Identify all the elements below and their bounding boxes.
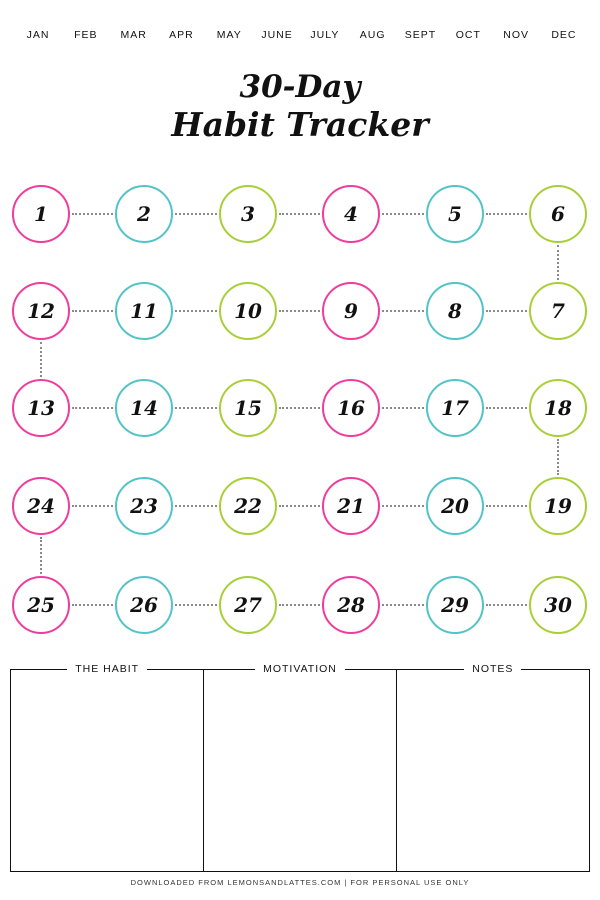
- connector-dots: [279, 213, 320, 215]
- day-number: 9: [344, 299, 358, 323]
- footer-credit: DOWNLOADED FROM LEMONSANDLATTES.COM | FOR PERSONAL USE ONLY: [130, 878, 470, 887]
- day-number: 20: [441, 494, 469, 518]
- month-feb[interactable]: FEB: [74, 29, 98, 41]
- habit-column-header: [11, 662, 203, 676]
- day-circle[interactable]: [322, 576, 380, 634]
- month-jan[interactable]: JAN: [26, 29, 50, 41]
- habit-column-label: THE HABIT: [75, 663, 140, 675]
- connector-dots: [382, 310, 424, 312]
- day-number: 30: [544, 593, 572, 617]
- day-number: 5: [448, 202, 462, 226]
- connector-dots: [72, 407, 113, 409]
- month-mar[interactable]: MAR: [120, 29, 147, 41]
- notes-column-header: [397, 662, 589, 676]
- day-number: 28: [337, 593, 365, 617]
- connector-dots: [279, 505, 320, 507]
- day-circle[interactable]: [219, 185, 277, 243]
- day-number: 1: [34, 202, 48, 226]
- motivation-column-header: [204, 662, 396, 676]
- month-aug[interactable]: AUG: [359, 29, 386, 41]
- day-circle[interactable]: [529, 379, 587, 437]
- day-circle[interactable]: [219, 379, 277, 437]
- day-number: 10: [234, 299, 262, 323]
- day-circle[interactable]: [115, 576, 173, 634]
- day-number: 11: [130, 299, 158, 323]
- day-number: 2: [137, 202, 151, 226]
- day-number: 19: [544, 494, 572, 518]
- notes-column-label: NOTES: [472, 663, 514, 675]
- connector-dots: [175, 505, 217, 507]
- day-circle[interactable]: [12, 282, 70, 340]
- day-number: 13: [27, 396, 55, 420]
- day-circle[interactable]: [322, 185, 380, 243]
- day-circle[interactable]: [426, 185, 484, 243]
- day-circle[interactable]: [12, 185, 70, 243]
- motivation-column-label: MOTIVATION: [263, 663, 337, 675]
- day-circle[interactable]: [115, 379, 173, 437]
- day-circle[interactable]: [322, 379, 380, 437]
- day-number: 16: [337, 396, 365, 420]
- connector-dots-vertical: [40, 537, 42, 574]
- connector-dots: [72, 213, 113, 215]
- month-sept[interactable]: SEPT: [404, 29, 437, 41]
- habit-column[interactable]: [10, 663, 204, 872]
- connector-dots: [175, 213, 217, 215]
- month-dec[interactable]: DEC: [551, 29, 577, 41]
- day-number: 29: [441, 593, 469, 617]
- month-oct[interactable]: OCT: [455, 29, 481, 41]
- connector-dots: [72, 310, 113, 312]
- connector-dots: [279, 604, 320, 606]
- connector-dots: [486, 505, 527, 507]
- connector-dots: [279, 310, 320, 312]
- day-circle[interactable]: [115, 477, 173, 535]
- day-circle[interactable]: [426, 576, 484, 634]
- connector-dots: [486, 213, 527, 215]
- connector-dots: [382, 505, 424, 507]
- day-circle[interactable]: [115, 282, 173, 340]
- day-circle[interactable]: [219, 477, 277, 535]
- day-circle[interactable]: [12, 477, 70, 535]
- connector-dots: [175, 604, 217, 606]
- connector-dots: [72, 604, 113, 606]
- day-circle[interactable]: [426, 282, 484, 340]
- day-circle[interactable]: [12, 576, 70, 634]
- connector-dots-vertical: [557, 439, 559, 475]
- day-number: 15: [234, 396, 262, 420]
- notes-table: [10, 663, 590, 872]
- day-number: 25: [27, 593, 55, 617]
- day-number: 21: [337, 494, 365, 518]
- connector-dots: [72, 505, 113, 507]
- day-circle[interactable]: [219, 576, 277, 634]
- month-june[interactable]: JUNE: [261, 29, 293, 41]
- day-number: 18: [544, 396, 572, 420]
- day-circle[interactable]: [322, 477, 380, 535]
- day-number: 27: [234, 593, 262, 617]
- motivation-column[interactable]: [203, 663, 397, 872]
- day-number: 22: [234, 494, 262, 518]
- month-may[interactable]: MAY: [216, 29, 242, 41]
- connector-dots: [486, 604, 527, 606]
- day-circle[interactable]: [115, 185, 173, 243]
- title-line-1: 30-Day: [239, 69, 361, 105]
- connector-dots: [486, 407, 527, 409]
- day-circle[interactable]: [12, 379, 70, 437]
- day-number: 24: [27, 494, 55, 518]
- day-circle[interactable]: [426, 379, 484, 437]
- day-number: 3: [241, 202, 255, 226]
- connector-dots: [382, 407, 424, 409]
- day-number: 4: [344, 202, 358, 226]
- title-line-2: Habit Tracker: [171, 104, 429, 144]
- connector-dots: [175, 310, 217, 312]
- connector-dots-vertical: [557, 245, 559, 280]
- day-number: 26: [130, 593, 158, 617]
- day-circle[interactable]: [529, 477, 587, 535]
- day-circle[interactable]: [426, 477, 484, 535]
- connector-dots: [382, 213, 424, 215]
- notes-column[interactable]: [396, 663, 590, 872]
- connector-dots: [279, 407, 320, 409]
- connector-dots: [486, 310, 527, 312]
- connector-dots: [175, 407, 217, 409]
- day-circle[interactable]: [529, 576, 587, 634]
- connector-dots: [382, 604, 424, 606]
- day-number: 17: [441, 396, 469, 420]
- day-circle[interactable]: [322, 282, 380, 340]
- day-number: 14: [130, 396, 158, 420]
- day-number: 8: [448, 299, 462, 323]
- month-july[interactable]: JULY: [310, 29, 340, 41]
- connector-dots-vertical: [40, 342, 42, 377]
- day-circle[interactable]: [219, 282, 277, 340]
- day-circle[interactable]: [529, 185, 587, 243]
- month-nov[interactable]: NOV: [503, 29, 529, 41]
- month-apr[interactable]: APR: [169, 29, 194, 41]
- day-number: 23: [130, 494, 158, 518]
- day-number: 6: [551, 202, 565, 226]
- day-circle[interactable]: [529, 282, 587, 340]
- day-number: 12: [27, 299, 55, 323]
- day-number: 7: [551, 299, 565, 323]
